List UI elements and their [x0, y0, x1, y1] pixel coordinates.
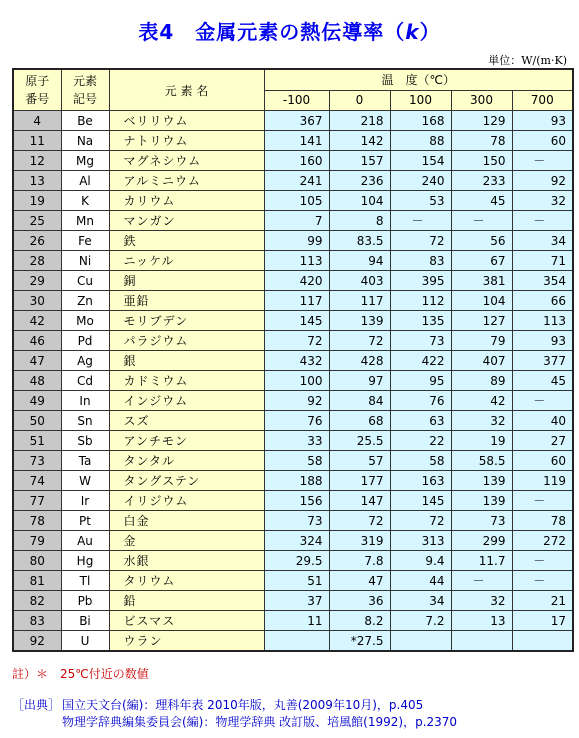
value-cell: 17	[512, 611, 573, 631]
value-cell: 68	[329, 411, 390, 431]
value-cell: －	[390, 211, 451, 231]
value-cell: 377	[512, 351, 573, 371]
value-cell: 56	[451, 231, 512, 251]
element-name-cell: ベリリウム	[109, 111, 264, 131]
header-temperature: 温 度（℃）	[264, 69, 573, 90]
table-row	[13, 431, 573, 451]
value-cell: 188	[264, 471, 329, 491]
value-cell: 78	[451, 131, 512, 151]
atomic-number-cell: 48	[13, 371, 61, 391]
symbol-cell: Pb	[61, 591, 109, 611]
value-cell: 53	[390, 191, 451, 211]
element-name-cell: タングステン	[109, 471, 264, 491]
value-cell: 117	[264, 291, 329, 311]
value-cell: 112	[390, 291, 451, 311]
value-cell: 72	[329, 331, 390, 351]
value-cell: *27.5	[329, 631, 390, 652]
value-cell: 139	[329, 311, 390, 331]
value-cell: 76	[264, 411, 329, 431]
table-row	[13, 331, 573, 351]
table-row	[13, 131, 573, 151]
header-temp-4: 700	[512, 90, 573, 111]
symbol-cell: Mo	[61, 311, 109, 331]
value-cell: 13	[451, 611, 512, 631]
symbol-cell: Pd	[61, 331, 109, 351]
value-cell: 319	[329, 531, 390, 551]
symbol-cell: Cd	[61, 371, 109, 391]
value-cell: 8	[329, 211, 390, 231]
value-cell: －	[512, 571, 573, 591]
value-cell: 113	[264, 251, 329, 271]
value-cell: 113	[512, 311, 573, 331]
value-cell: －	[512, 491, 573, 511]
atomic-number-cell: 11	[13, 131, 61, 151]
value-cell: 104	[451, 291, 512, 311]
element-name-cell: スズ	[109, 411, 264, 431]
source-label: ［出典］	[12, 698, 61, 712]
atomic-number-cell: 25	[13, 211, 61, 231]
value-cell: 147	[329, 491, 390, 511]
value-cell: 145	[390, 491, 451, 511]
value-cell: －	[451, 571, 512, 591]
value-cell: 127	[451, 311, 512, 331]
value-cell: 83.5	[329, 231, 390, 251]
value-cell: 154	[390, 151, 451, 171]
element-name-cell: タンタル	[109, 451, 264, 471]
value-cell: 60	[512, 451, 573, 471]
value-cell: －	[512, 391, 573, 411]
atomic-number-cell: 19	[13, 191, 61, 211]
value-cell: 168	[390, 111, 451, 131]
table-row	[13, 251, 573, 271]
source-block	[12, 697, 457, 731]
element-name-cell: ナトリウム	[109, 131, 264, 151]
title-close: ）	[419, 20, 441, 44]
table-row	[13, 111, 573, 131]
symbol-cell: In	[61, 391, 109, 411]
symbol-cell: Ag	[61, 351, 109, 371]
value-cell: 432	[264, 351, 329, 371]
symbol-cell: U	[61, 631, 109, 652]
footnote: 註）＊ 25℃付近の数値	[12, 667, 149, 681]
value-cell: 7.2	[390, 611, 451, 631]
title-main: 表4 金属元素の熱伝導率（	[138, 20, 406, 44]
value-cell: 299	[451, 531, 512, 551]
atomic-number-cell: 46	[13, 331, 61, 351]
value-cell: 83	[390, 251, 451, 271]
value-cell: 236	[329, 171, 390, 191]
value-cell: 135	[390, 311, 451, 331]
value-cell: 354	[512, 271, 573, 291]
value-cell: 407	[451, 351, 512, 371]
value-cell: 71	[512, 251, 573, 271]
value-cell: 73	[264, 511, 329, 531]
table-row	[13, 171, 573, 191]
value-cell: 32	[451, 411, 512, 431]
value-cell: 79	[451, 331, 512, 351]
atomic-number-cell: 92	[13, 631, 61, 652]
element-name-cell: パラジウム	[109, 331, 264, 351]
header-temp-0: -100	[264, 90, 329, 111]
element-name-cell: カドミウム	[109, 371, 264, 391]
atomic-number-cell: 12	[13, 151, 61, 171]
header-atomic-number: 原子 番号	[13, 69, 61, 111]
value-cell: 51	[264, 571, 329, 591]
value-cell: 11	[264, 611, 329, 631]
table-row	[13, 311, 573, 331]
value-cell: 150	[451, 151, 512, 171]
value-cell: 94	[329, 251, 390, 271]
value-cell: 177	[329, 471, 390, 491]
symbol-cell: Bi	[61, 611, 109, 631]
value-cell: 105	[264, 191, 329, 211]
element-name-cell: 銅	[109, 271, 264, 291]
value-cell: 78	[512, 511, 573, 531]
value-cell: 97	[329, 371, 390, 391]
value-cell	[512, 631, 573, 652]
value-cell: 40	[512, 411, 573, 431]
atomic-number-cell: 4	[13, 111, 61, 131]
value-cell: 145	[264, 311, 329, 331]
value-cell: 72	[390, 511, 451, 531]
value-cell: －	[512, 211, 573, 231]
value-cell: 37	[264, 591, 329, 611]
element-name-cell: アンチモン	[109, 431, 264, 451]
table-row	[13, 191, 573, 211]
atomic-number-cell: 13	[13, 171, 61, 191]
source-1: 国立天文台(編)：理科年表 2010年版，丸善(2009年10月)，p.405	[62, 698, 424, 712]
atomic-number-cell: 83	[13, 611, 61, 631]
unit-label: 単位：W/(m·K)	[488, 54, 567, 67]
atomic-number-cell: 82	[13, 591, 61, 611]
symbol-cell: Cu	[61, 271, 109, 291]
element-name-cell: マグネシウム	[109, 151, 264, 171]
symbol-cell: Sb	[61, 431, 109, 451]
atomic-number-cell: 81	[13, 571, 61, 591]
element-name-cell: 金	[109, 531, 264, 551]
table-row	[13, 231, 573, 251]
value-cell: 381	[451, 271, 512, 291]
thermal-conductivity-table	[12, 68, 574, 652]
symbol-cell: Hg	[61, 551, 109, 571]
value-cell: 63	[390, 411, 451, 431]
value-cell: 395	[390, 271, 451, 291]
table-row	[13, 571, 573, 591]
element-name-cell: ウラン	[109, 631, 264, 652]
value-cell: 66	[512, 291, 573, 311]
table-row	[13, 591, 573, 611]
atomic-number-cell: 78	[13, 511, 61, 531]
header-element-name: 元 素 名	[109, 69, 264, 111]
element-name-cell: ニッケル	[109, 251, 264, 271]
value-cell: 89	[451, 371, 512, 391]
value-cell: 36	[329, 591, 390, 611]
value-cell: 92	[512, 171, 573, 191]
value-cell: 76	[390, 391, 451, 411]
atomic-number-cell: 42	[13, 311, 61, 331]
value-cell: 58	[390, 451, 451, 471]
value-cell: 403	[329, 271, 390, 291]
element-name-cell: アルミニウム	[109, 171, 264, 191]
table-row	[13, 291, 573, 311]
value-cell: 58.5	[451, 451, 512, 471]
table-row	[13, 631, 573, 652]
value-cell: 29.5	[264, 551, 329, 571]
value-cell: 19	[451, 431, 512, 451]
header-symbol: 元素 記号	[61, 69, 109, 111]
symbol-cell: Ta	[61, 451, 109, 471]
value-cell: 73	[451, 511, 512, 531]
value-cell	[451, 631, 512, 652]
value-cell: 25.5	[329, 431, 390, 451]
value-cell: 11.7	[451, 551, 512, 571]
value-cell: 428	[329, 351, 390, 371]
atomic-number-cell: 29	[13, 271, 61, 291]
value-cell: －	[451, 211, 512, 231]
page-title	[0, 16, 579, 45]
table-row	[13, 151, 573, 171]
value-cell: 7.8	[329, 551, 390, 571]
value-cell: 104	[329, 191, 390, 211]
value-cell: 45	[451, 191, 512, 211]
symbol-cell: Ni	[61, 251, 109, 271]
table-row	[13, 551, 573, 571]
element-name-cell: 亜鉛	[109, 291, 264, 311]
atomic-number-cell: 74	[13, 471, 61, 491]
value-cell: －	[512, 151, 573, 171]
symbol-cell: K	[61, 191, 109, 211]
value-cell: 93	[512, 111, 573, 131]
table-row	[13, 411, 573, 431]
value-cell: 60	[512, 131, 573, 151]
value-cell: 34	[512, 231, 573, 251]
element-name-cell: イリジウム	[109, 491, 264, 511]
value-cell	[264, 631, 329, 652]
value-cell: 9.4	[390, 551, 451, 571]
symbol-cell: Pt	[61, 511, 109, 531]
symbol-cell: Be	[61, 111, 109, 131]
value-cell: 139	[451, 471, 512, 491]
value-cell: 95	[390, 371, 451, 391]
value-cell: 67	[451, 251, 512, 271]
element-name-cell: ビスマス	[109, 611, 264, 631]
table-row	[13, 351, 573, 371]
element-name-cell: インジウム	[109, 391, 264, 411]
atomic-number-cell: 79	[13, 531, 61, 551]
value-cell: 22	[390, 431, 451, 451]
table-row	[13, 611, 573, 631]
table-row	[13, 491, 573, 511]
value-cell: 32	[451, 591, 512, 611]
value-cell: 73	[390, 331, 451, 351]
atomic-number-cell: 51	[13, 431, 61, 451]
element-name-cell: 銀	[109, 351, 264, 371]
value-cell: 8.2	[329, 611, 390, 631]
atomic-number-cell: 47	[13, 351, 61, 371]
value-cell: 163	[390, 471, 451, 491]
symbol-cell: Tl	[61, 571, 109, 591]
table-row	[13, 451, 573, 471]
header-temp-3: 300	[451, 90, 512, 111]
header-temp-2: 100	[390, 90, 451, 111]
value-cell: 141	[264, 131, 329, 151]
element-name-cell: モリブデン	[109, 311, 264, 331]
atomic-number-cell: 77	[13, 491, 61, 511]
header-temp-1: 0	[329, 90, 390, 111]
symbol-cell: Ir	[61, 491, 109, 511]
symbol-cell: Na	[61, 131, 109, 151]
table-row	[13, 471, 573, 491]
value-cell	[390, 631, 451, 652]
value-cell: 272	[512, 531, 573, 551]
value-cell: －	[512, 551, 573, 571]
atomic-number-cell: 26	[13, 231, 61, 251]
value-cell: 139	[451, 491, 512, 511]
atomic-number-cell: 30	[13, 291, 61, 311]
symbol-cell: Zn	[61, 291, 109, 311]
value-cell: 44	[390, 571, 451, 591]
value-cell: 324	[264, 531, 329, 551]
symbol-cell: W	[61, 471, 109, 491]
value-cell: 422	[390, 351, 451, 371]
table-row	[13, 211, 573, 231]
value-cell: 241	[264, 171, 329, 191]
symbol-cell: Mg	[61, 151, 109, 171]
element-name-cell: 白金	[109, 511, 264, 531]
source-2: 物理学辞典編集委員会(編)：物理学辞典 改訂版、培風館(1992)，p.2370	[62, 715, 458, 729]
value-cell: 88	[390, 131, 451, 151]
title-k-symbol: k	[405, 20, 420, 44]
symbol-cell: Al	[61, 171, 109, 191]
value-cell: 160	[264, 151, 329, 171]
value-cell: 240	[390, 171, 451, 191]
element-name-cell: 鉄	[109, 231, 264, 251]
value-cell: 142	[329, 131, 390, 151]
value-cell: 72	[264, 331, 329, 351]
element-name-cell: カリウム	[109, 191, 264, 211]
symbol-cell: Au	[61, 531, 109, 551]
value-cell: 58	[264, 451, 329, 471]
value-cell: 33	[264, 431, 329, 451]
symbol-cell: Fe	[61, 231, 109, 251]
table-row	[13, 391, 573, 411]
value-cell: 99	[264, 231, 329, 251]
value-cell: 420	[264, 271, 329, 291]
atomic-number-cell: 73	[13, 451, 61, 471]
element-name-cell: タリウム	[109, 571, 264, 591]
element-name-cell: マンガン	[109, 211, 264, 231]
value-cell: 21	[512, 591, 573, 611]
value-cell: 218	[329, 111, 390, 131]
table-row	[13, 511, 573, 531]
value-cell: 100	[264, 371, 329, 391]
element-name-cell: 水銀	[109, 551, 264, 571]
value-cell: 45	[512, 371, 573, 391]
value-cell: 32	[512, 191, 573, 211]
value-cell: 117	[329, 291, 390, 311]
value-cell: 7	[264, 211, 329, 231]
value-cell: 47	[329, 571, 390, 591]
value-cell: 57	[329, 451, 390, 471]
value-cell: 156	[264, 491, 329, 511]
value-cell: 42	[451, 391, 512, 411]
table-row	[13, 371, 573, 391]
value-cell: 119	[512, 471, 573, 491]
table-row	[13, 271, 573, 291]
value-cell: 34	[390, 591, 451, 611]
value-cell: 84	[329, 391, 390, 411]
value-cell: 157	[329, 151, 390, 171]
element-name-cell: 鉛	[109, 591, 264, 611]
symbol-cell: Mn	[61, 211, 109, 231]
symbol-cell: Sn	[61, 411, 109, 431]
atomic-number-cell: 80	[13, 551, 61, 571]
value-cell: 313	[390, 531, 451, 551]
atomic-number-cell: 49	[13, 391, 61, 411]
table-row	[13, 531, 573, 551]
value-cell: 367	[264, 111, 329, 131]
value-cell: 72	[329, 511, 390, 531]
value-cell: 92	[264, 391, 329, 411]
value-cell: 27	[512, 431, 573, 451]
atomic-number-cell: 50	[13, 411, 61, 431]
value-cell: 93	[512, 331, 573, 351]
value-cell: 233	[451, 171, 512, 191]
value-cell: 72	[390, 231, 451, 251]
atomic-number-cell: 28	[13, 251, 61, 271]
value-cell: 129	[451, 111, 512, 131]
